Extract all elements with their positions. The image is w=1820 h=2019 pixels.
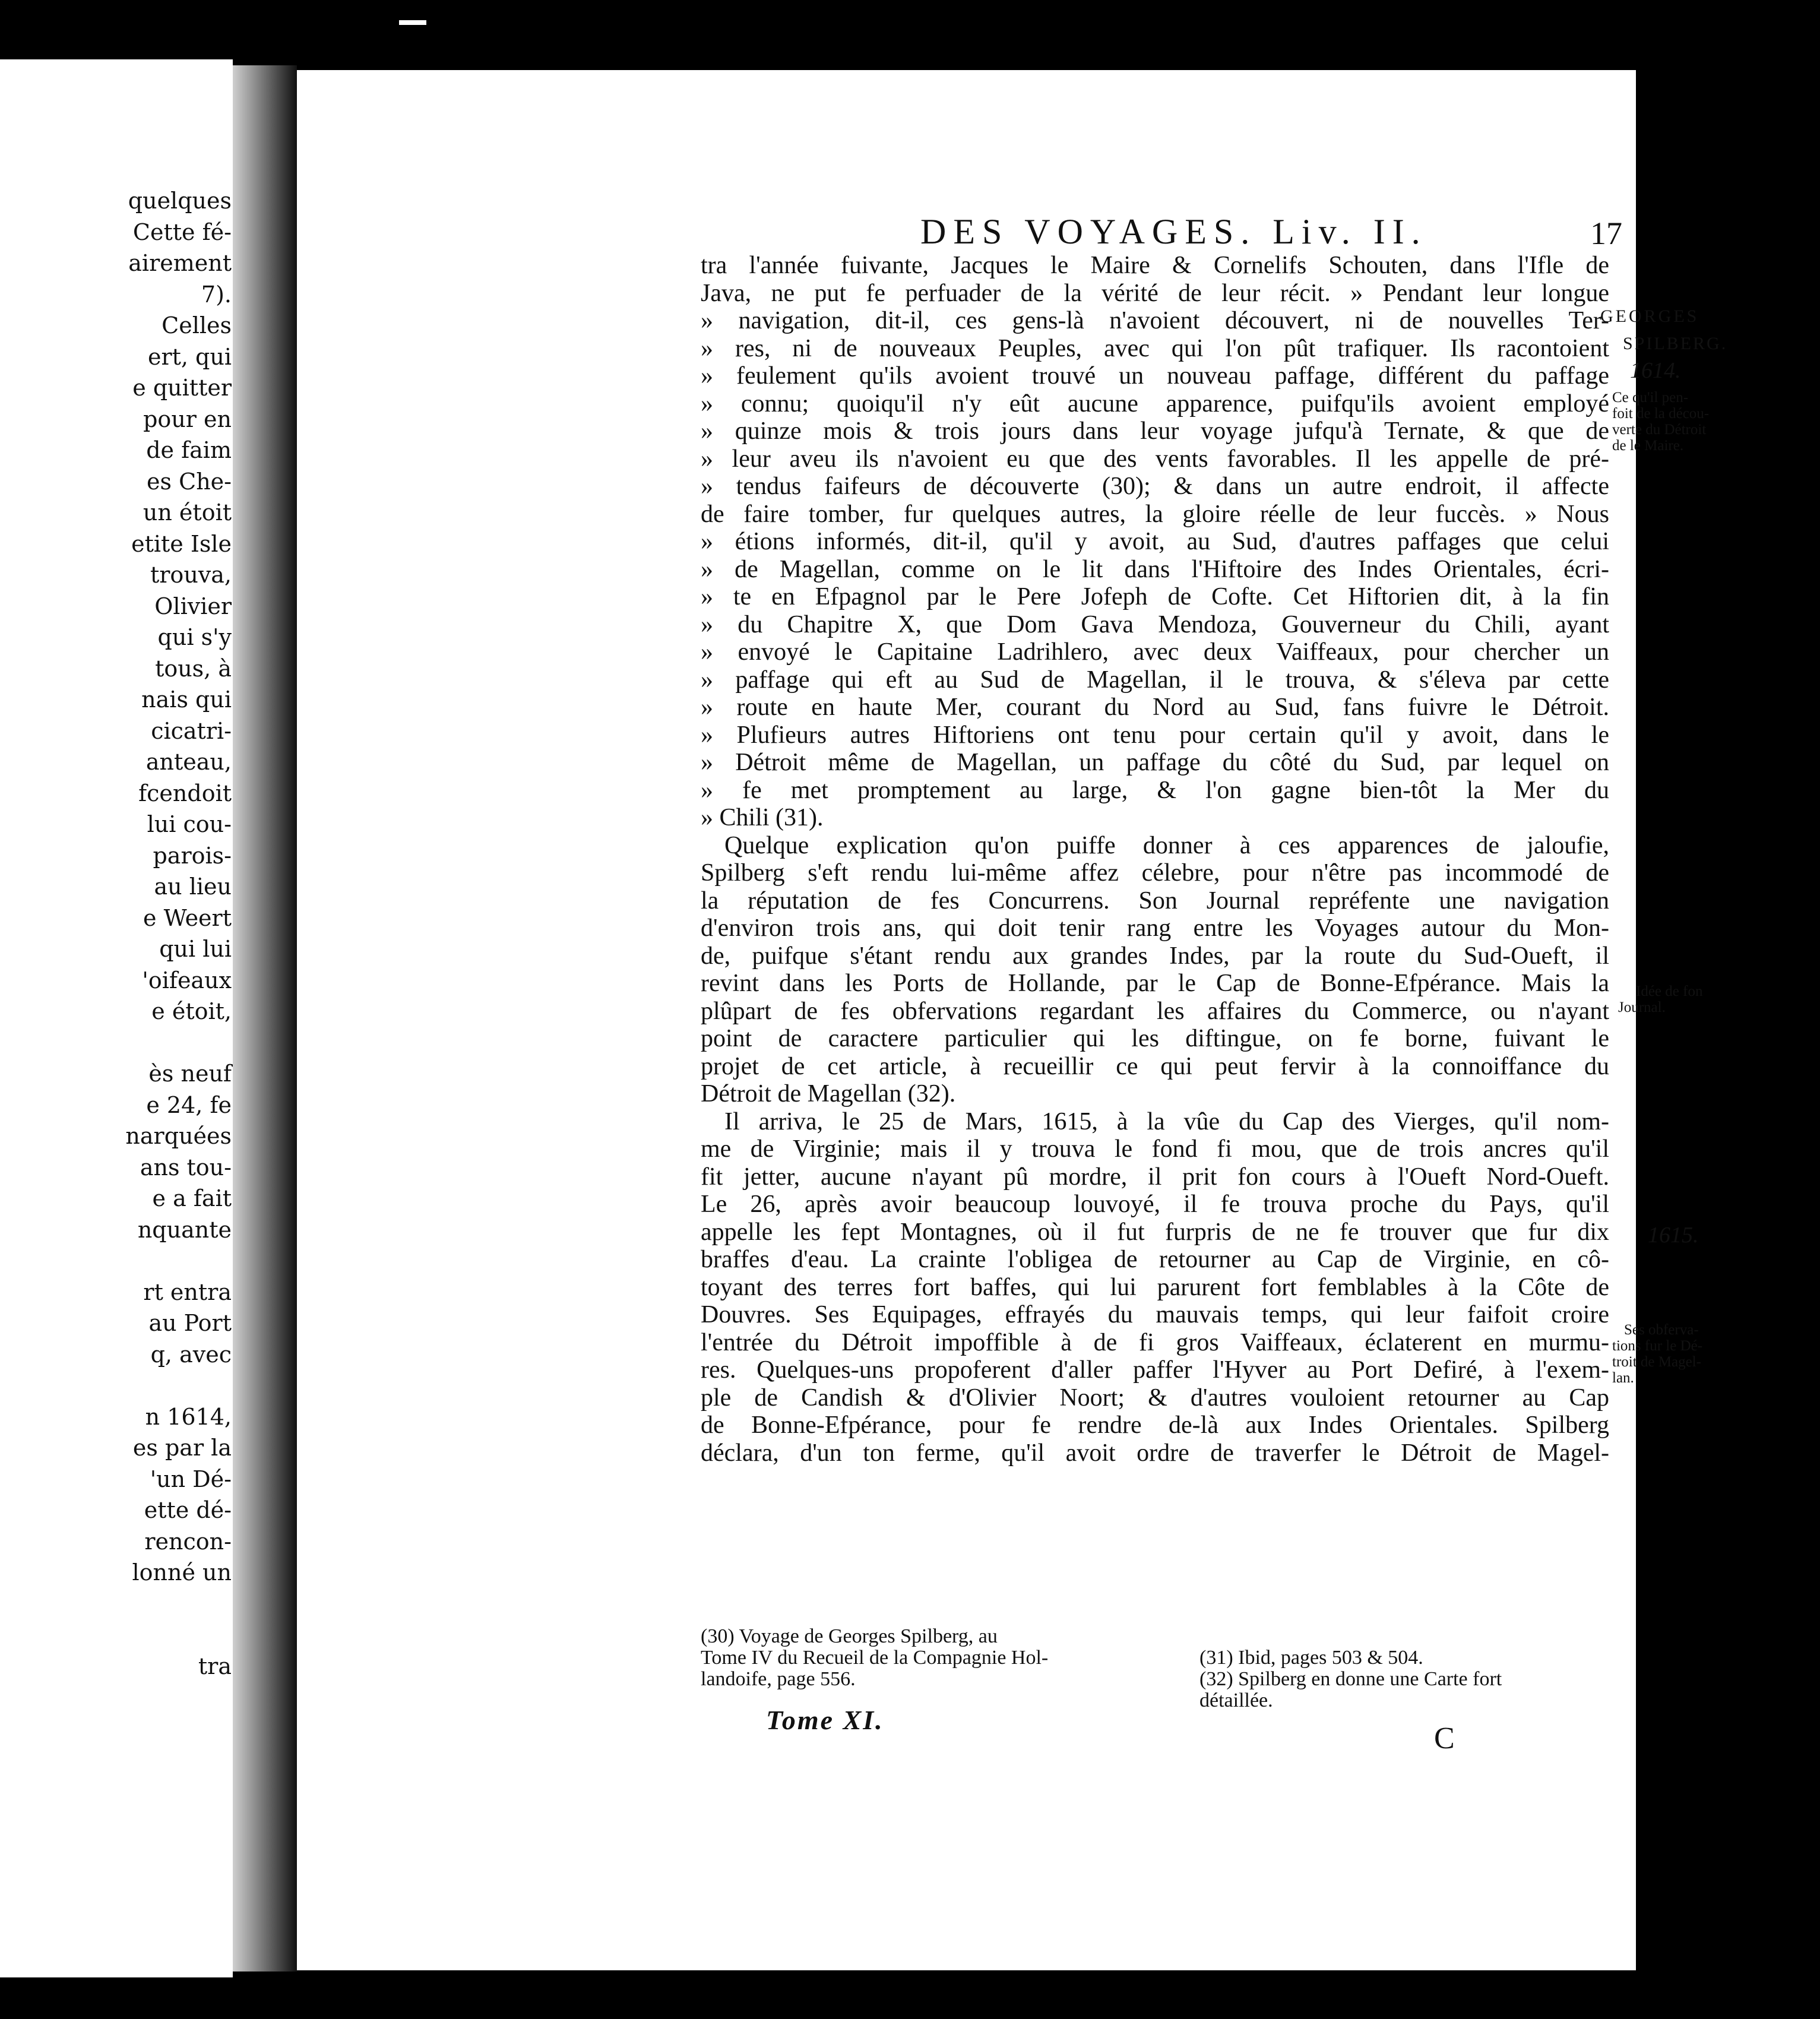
left-page-fragment: es Che- (147, 468, 232, 495)
text-line: » tendus faifeurs de découverte (30); & dans un autre endroit, il affecte (701, 473, 1609, 500)
text-line: Java, ne put fe perfuader de la vérité de leur récit. » Pendant leur longue (701, 279, 1609, 307)
text-line: l'entrée du Détroit impoffible à de fi gros Vaiffeaux, éclaterent en murmu- (701, 1328, 1609, 1356)
right-page (297, 70, 1728, 1970)
footnote-32: (32) Spilberg en donne une Carte fort (1199, 1668, 1502, 1690)
left-page-fragment: ette dé- (144, 1497, 232, 1523)
left-page-fragment: e 24, fe (146, 1091, 232, 1118)
footnote-32-continued: détaillée. (1199, 1689, 1273, 1711)
running-head: DES VOYAGES. Liv. II. (920, 212, 1427, 251)
left-page-fragment: Olivier (154, 593, 232, 619)
footnote-30 (701, 1626, 1048, 1690)
text-line: point de caractere particulier qui les diftingue, on fe borne, fuivant le (701, 1025, 1609, 1052)
left-page-fragment: e étoit, (151, 998, 232, 1024)
left-page-fragment: ès neuf (148, 1061, 232, 1087)
text-line: fit jetter, aucune n'ayant pû mordre, il prit fon cours à l'Oueft Nord-Oueft. (701, 1163, 1609, 1191)
text-line: » Chili (31). (701, 804, 824, 831)
margin-note-line: foit de la décou- (1612, 406, 1710, 422)
text-line: braffes d'eau. La crainte l'obligea de retourner au Cap de Virginie, en cô- (701, 1246, 1609, 1273)
text-line: de, puifque s'étant rendu aux grandes Indes, par la route du Sud-Oueft, il (701, 942, 1609, 970)
footnote-line: (30) Voyage de Georges Spilberg, au (701, 1625, 998, 1647)
text-line: d'environ trois ans, qui doit tenir rang entre les Voyages autour du Mon- (701, 914, 1609, 942)
text-line: de faire tomber, fur quelques autres, la gloire réelle de leur fuccès. » Nous (701, 500, 1609, 528)
signature-mark: C (1434, 1721, 1455, 1755)
text-line: projet de cet article, à recueillir ce qui peut fervir à la connoiffance du (701, 1052, 1609, 1080)
left-page-fragment: etite Isle (131, 530, 232, 557)
left-page-fragment: 'un Dé- (150, 1466, 232, 1492)
text-line: Détroit de Magellan (32). (701, 1080, 956, 1107)
left-page-fragment: tous, à (155, 655, 232, 682)
text-line: Il arriva, le 25 de Mars, 1615, à la vûe du Cap des Vierges, qu'il nom- (724, 1107, 1609, 1135)
left-page-fragment: lonné un (132, 1559, 232, 1586)
text-line: » envoyé le Capitaine Ladrihlero, avec deux Vaiffeaux, pour chercher un (701, 638, 1609, 666)
left-page-fragment: es par la (132, 1435, 232, 1461)
footnote-line: Tome IV du Recueil de la Compagnie Hol- (701, 1647, 1049, 1669)
margin-note-observations (1612, 1322, 1784, 1386)
text-line: res. Quelques-uns propoferent d'aller paffer l'Hyver au Port Defiré, à l'exem- (701, 1356, 1609, 1384)
left-page-fragment: quelques (128, 188, 232, 214)
margin-note-journal (1618, 983, 1790, 1015)
left-page-fragment: lui cou- (147, 811, 232, 837)
margin-note-line: de le Maire. (1612, 438, 1684, 454)
text-line: me de Virginie; mais il y trouva le fond fi mou, que de trois ancres qu'il (701, 1135, 1609, 1163)
left-page-fragment: ans tou- (140, 1154, 232, 1181)
text-line: Quelque explication qu'on puiffe donner à ces apparences de jaloufie, (724, 831, 1609, 859)
left-page-fragment: tra (198, 1653, 232, 1679)
left-page-fragment: 7). (201, 281, 232, 308)
margin-note-year-1615: 1615. (1648, 1223, 1699, 1248)
left-page-fragment: rencon- (144, 1528, 232, 1555)
left-page-fragment: e Weert (143, 904, 232, 931)
left-page-fragment: e quitter (132, 375, 232, 401)
text-line: » Plufieurs autres Hiftoriens ont tenu pour certain qu'il y avoit, dans le (701, 721, 1609, 749)
text-line: Douvres. Ses Equipages, effrayés du mauvais temps, qui leur faifoit croire (701, 1301, 1609, 1328)
text-line: » res, ni de nouveaux Peuples, avec qui l'on pût trafiquer. Ils racontoient (701, 334, 1609, 362)
scan-mark (399, 20, 426, 25)
left-page-fragment: rt entra (143, 1279, 232, 1305)
margin-note-line: tions fur le Dé- (1612, 1338, 1703, 1354)
margin-note-line: Ses obferva- (1624, 1322, 1699, 1338)
left-page-fragment: un étoit (143, 499, 232, 526)
left-page-fragment: Celles (162, 312, 232, 338)
left-page-fragment: ert, qui (147, 343, 232, 370)
left-page-fragment: e a fait (152, 1185, 232, 1211)
left-page-fragment: fcendoit (138, 780, 232, 806)
text-line: » feulement qu'ils avoient trouvé un nouveau paffage, différent du paffage (701, 362, 1609, 390)
text-line: » navigation, dit-il, ces gens-là n'avoient découvert, ni de nouvelles Ter- (701, 307, 1609, 334)
book-gutter (233, 65, 297, 1971)
left-page-fragment: nais qui (141, 686, 232, 713)
left-page-fragment: airement (128, 250, 232, 276)
text-line: » paffage qui eft au Sud de Magellan, il le trouva, & s'éleva par cette (701, 666, 1609, 694)
text-line: déclara, d'un ton ferme, qu'il avoit ordre de traverfer le Détroit de Magel- (701, 1439, 1609, 1467)
footnote-31-32 (1199, 1647, 1502, 1711)
left-page-fragment: nquante (137, 1216, 232, 1243)
text-line: de Bonne-Efpérance, pour fe rendre de-là aux Indes Orientales. Spilberg (701, 1412, 1609, 1439)
text-line: » Détroit même de Magellan, un paffage du côté du Sud, par lequel on (701, 749, 1609, 776)
text-line: revint dans les Ports de Hollande, par le Cap de Bonne-Efpérance. Mais la (701, 970, 1609, 997)
margin-note-line: verte du Détroit (1612, 422, 1707, 438)
text-line: Le 26, après avoir beaucoup louvoyé, il fe trouva proche du Pays, qu'il (701, 1191, 1609, 1218)
text-line: plûpart de fes obfervations regardant les affaires du Commerce, ou n'ayant (701, 997, 1609, 1025)
left-page-fragment: de faim (146, 437, 232, 463)
left-page-fragment: n 1614, (145, 1403, 232, 1430)
left-page-fragment: trouva, (150, 562, 232, 588)
left-page-fragment: au Port (148, 1310, 232, 1336)
margin-note-name: GEORGES (1600, 306, 1699, 326)
left-page-fragment: 'oifeaux (142, 967, 232, 993)
margin-note-year-1614: 1614. (1630, 358, 1681, 383)
text-line: » étions informés, dit-il, qu'il y avoit, au Sud, d'autres paffages que celui (701, 528, 1609, 555)
left-page (0, 59, 233, 1977)
text-line: appelle les fept Montagnes, où il fut furpris de ne fe trouver que fur dix (701, 1218, 1609, 1246)
left-page-fragment: pour en (143, 406, 232, 432)
text-line: » te en Efpagnol par le Pere Jofeph de Cofte. Cet Hiftorien dit, à la fin (701, 583, 1609, 610)
margin-note-line: Ce qu'il pen- (1612, 390, 1689, 406)
left-page-fragment: parois- (153, 842, 232, 869)
margin-note-line: Journal. (1618, 999, 1666, 1015)
footnote-31: (31) Ibid, pages 503 & 504. (1199, 1647, 1423, 1669)
left-page-fragment: au lieu (154, 874, 232, 900)
left-page-fragment: Cette fé- (132, 219, 232, 245)
margin-note-line: lan. (1612, 1370, 1634, 1386)
text-line: » de Magellan, comme on le lit dans l'Hiftoire des Indes Orientales, écri- (701, 555, 1609, 583)
left-page-fragment: q, avec (150, 1341, 232, 1368)
margin-note-line: troit de Magel- (1612, 1354, 1701, 1370)
left-page-fragment: anteau, (145, 749, 232, 775)
margin-note-decouverte (1612, 390, 1784, 454)
text-line: » route en haute Mer, courant du Nord au Sud, fans fuivre le Détroit. (701, 694, 1609, 721)
tome-label: Tome XI. (766, 1705, 884, 1735)
text-line: » leur aveu ils n'avoient eu que des vents favorables. Il les appelle de pré- (701, 445, 1609, 473)
footnote-line: landoife, page 556. (701, 1668, 856, 1690)
main-text-body (701, 252, 1609, 1467)
left-page-fragment: qui s'y (157, 624, 232, 650)
text-line: » quinze mois & trois jours dans leur voyage jufqu'à Ternate, & que de (701, 417, 1609, 445)
page-number: 17 (1590, 216, 1622, 251)
left-page-fragment: cicatri- (151, 717, 232, 744)
text-line: la réputation de fes Concurrens. Son Journal repréfente une navigation (701, 887, 1609, 914)
left-page-fragment: narquées (125, 1123, 232, 1149)
text-line: tra l'année fuivante, Jacques le Maire & Cornelifs Schouten, dans l'Ifle de (701, 252, 1609, 279)
text-line: » du Chapitre X, que Dom Gava Mendoza, Gouverneur du Chili, ayant (701, 610, 1609, 638)
left-page-fragment: qui lui (159, 936, 232, 962)
margin-note-line: Idée de fon (1636, 983, 1703, 999)
text-line: » fe met promptement au large, & l'on gagne bien-tôt la Mer du (701, 776, 1609, 804)
text-line: toyant des terres fort baffes, qui lui parurent fort femblables à la Côte de (701, 1273, 1609, 1301)
text-line: ple de Candish & d'Olivier Noort; & d'autres vouloient retourner au Cap (701, 1384, 1609, 1412)
text-line: » connu; quoiqu'il n'y eût aucune apparence, puifqu'ils avoient employé (701, 390, 1609, 417)
margin-note-surname: SPILBERG. (1623, 334, 1728, 353)
text-line: Spilberg s'eft rendu lui-même affez célebre, pour n'être pas incommodé de (701, 859, 1609, 887)
